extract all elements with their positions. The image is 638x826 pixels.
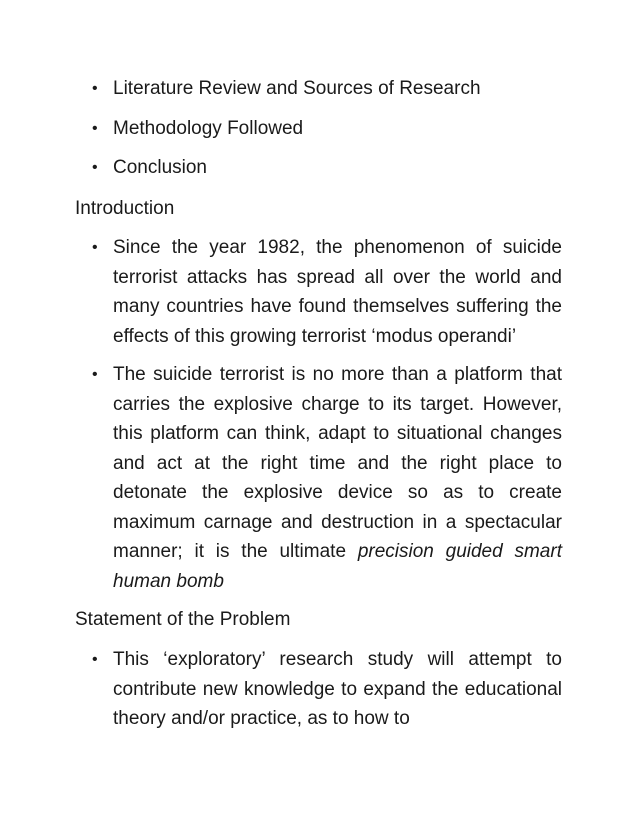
toc-item-conclusion [0,153,638,183]
toc-item-label: Conclusion [113,157,207,178]
toc-list [0,74,638,183]
toc-item-literature [0,74,638,104]
statement-bullet [0,645,638,734]
paragraph-text: Since the year 1982, the phenomenon of suicide terrorist attacks has spread all over the world and many countries have found themselves suffering the effects of this growing terrorist ‘modus operandi’ [113,237,562,347]
bullet-icon: • [92,239,98,256]
bullet-icon: • [92,651,98,668]
bullet-icon: • [92,366,98,383]
emphasis-text: precision guided smart human bomb [113,541,562,592]
toc-item-methodology [0,114,638,144]
statement-list [0,645,638,734]
paragraph-text: The suicide terrorist is no more than a platform that carries the explosive charge to its target. However, this platform can think, adapt to situational changes and act at the right time and the right place to detonate the explosive device so as to create maximum carnage and destruction in a spectacular manner; it is the ultimate [113,364,562,562]
statement-heading: Statement of the Problem [75,609,291,630]
introduction-list [0,233,638,596]
introduction-bullet-1 [0,233,638,351]
toc-item-label: Literature Review and Sources of Research [113,78,481,99]
paragraph-text: This ‘exploratory’ research study will attempt to contribute new knowledge to expand the educational theory and/or practice, as to how to [113,649,562,729]
bullet-icon: • [92,119,98,137]
toc-item-label: Methodology Followed [113,117,304,139]
bullet-icon: • [92,159,98,176]
bullet-icon: • [92,80,98,97]
introduction-bullet-2 [0,360,638,596]
introduction-heading: Introduction [75,198,175,219]
